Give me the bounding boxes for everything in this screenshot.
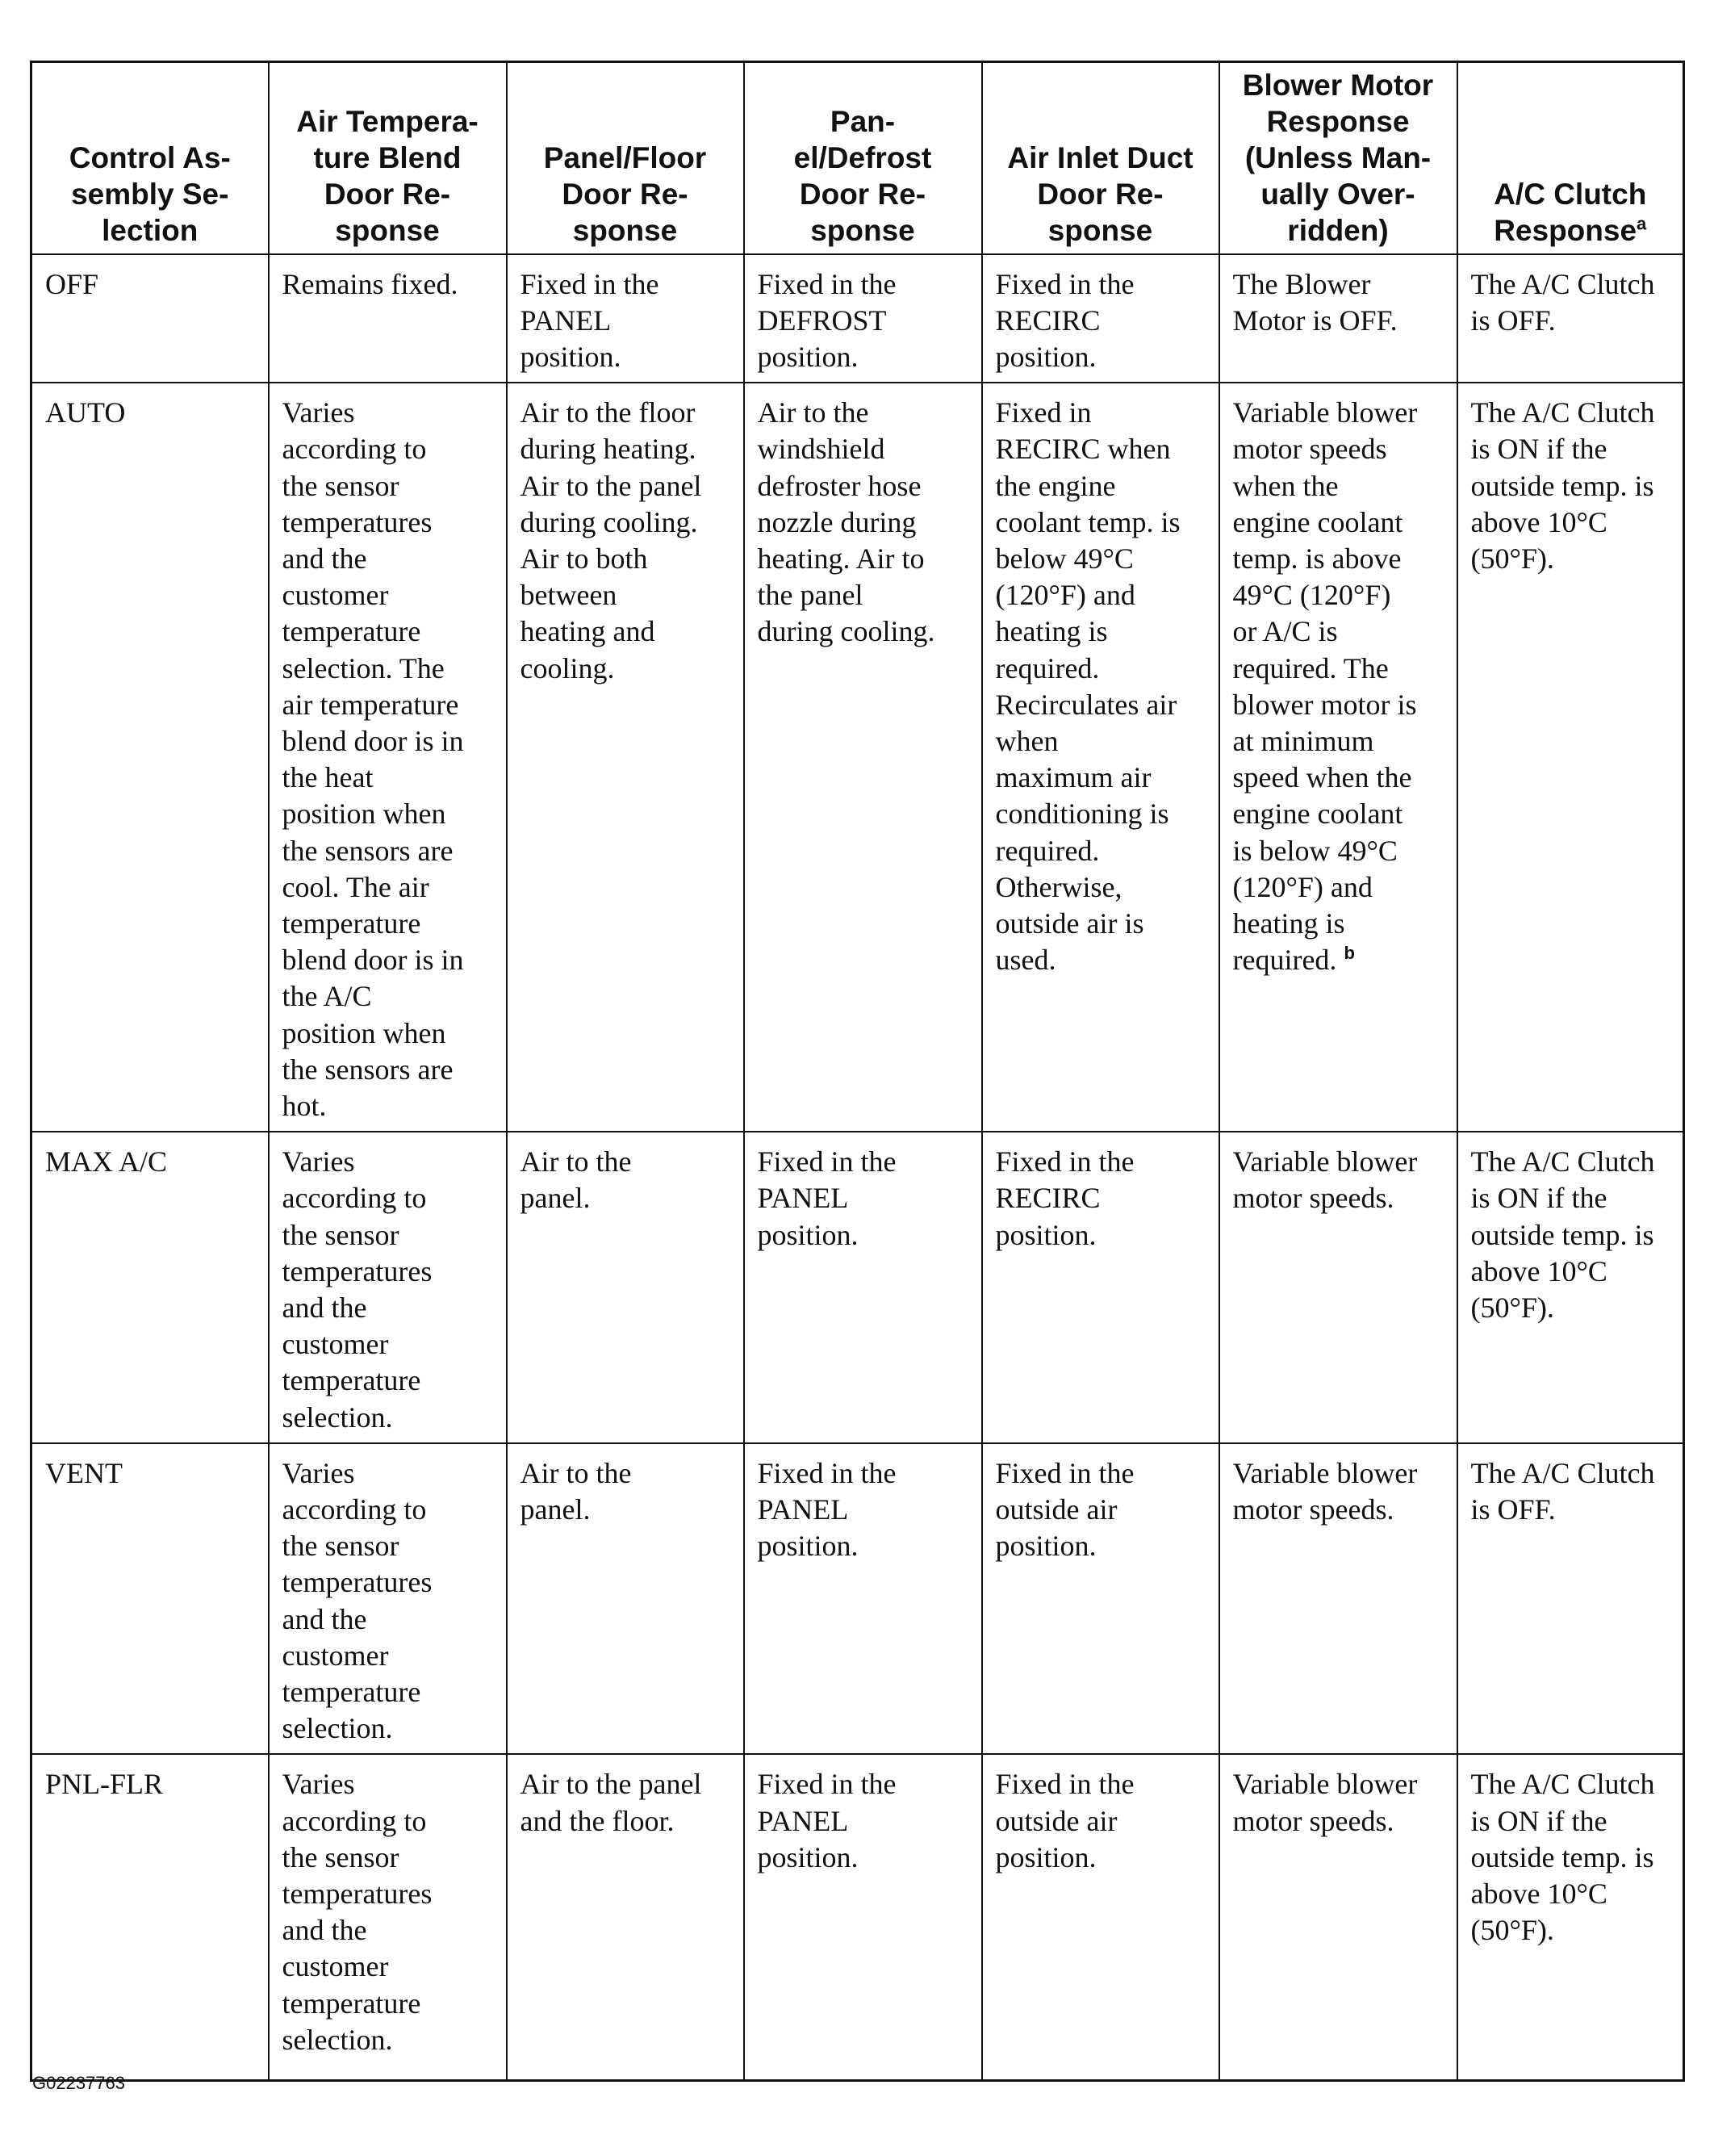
header-air-inlet-duct-door-response: Air Inlet Duct Door Re- sponse bbox=[982, 62, 1219, 254]
table-cell: VENT bbox=[31, 1443, 269, 1755]
table-row-auto bbox=[31, 383, 1684, 1132]
table-cell: Varies according to the sensor temperatures and the customer temperature selection. The air temperature blend door is in the heat position when the sensors are cool. The air temperature blend door is in the A/C position when the sensors are hot. bbox=[269, 383, 507, 1132]
table-cell: Variable blower motor speeds. bbox=[1219, 1443, 1457, 1755]
table-cell: Air to the panel. bbox=[507, 1443, 744, 1755]
table-row-off bbox=[31, 254, 1684, 383]
table-cell: Varies according to the sensor temperatures and the customer temperature selection. bbox=[269, 1754, 507, 2080]
table-cell: Air to the floor during heating. Air to the panel during cooling. Air to both between heating and cooling. bbox=[507, 383, 744, 1132]
table-cell: Fixed in the RECIRC position. bbox=[982, 1132, 1219, 1443]
table-cell: Fixed in the DEFROST position. bbox=[744, 254, 982, 383]
table-cell: The A/C Clutch is ON if the outside temp. is above 10°C (50°F). bbox=[1457, 1754, 1684, 2080]
table-cell: AUTO bbox=[31, 383, 269, 1132]
table-cell: OFF bbox=[31, 254, 269, 383]
table-header-row bbox=[31, 62, 1684, 254]
table-cell: The A/C Clutch is ON if the outside temp. is above 10°C (50°F). bbox=[1457, 1132, 1684, 1443]
table-cell: Air to the panel. bbox=[507, 1132, 744, 1443]
table-cell: Fixed in the PANEL position. bbox=[744, 1132, 982, 1443]
header-blower-motor-response: Blower Motor Response (Unless Man- ually Over- ridden) bbox=[1219, 62, 1457, 254]
table-cell: Air to the panel and the floor. bbox=[507, 1754, 744, 2080]
table-cell: Air to the windshield defroster hose nozzle during heating. Air to the panel during cooling. bbox=[744, 383, 982, 1132]
table-row-vent bbox=[31, 1443, 1684, 1755]
table-cell: Variable blower motor speeds. bbox=[1219, 1754, 1457, 2080]
climate-control-response-table bbox=[30, 61, 1685, 2082]
table-cell: The A/C Clutch is OFF. bbox=[1457, 254, 1684, 383]
table-cell: Fixed in the outside air position. bbox=[982, 1754, 1219, 2080]
table-cell: Fixed in the outside air position. bbox=[982, 1443, 1219, 1755]
table-cell: Fixed in the RECIRC position. bbox=[982, 254, 1219, 383]
table-cell: Remains fixed. bbox=[269, 254, 507, 383]
header-panel-floor-door-response: Panel/Floor Door Re- sponse bbox=[507, 62, 744, 254]
table-cell: Varies according to the sensor temperatures and the customer temperature selection. bbox=[269, 1443, 507, 1755]
table-cell: Variable blower motor speeds when the engine coolant temp. is above 49°C (120°F) or A/C is required. The blower motor is at minimum speed when the engine coolant is below 49°C (120°F) and heating is required. $^b$ bbox=[1219, 383, 1457, 1132]
table-cell: Fixed in the PANEL position. bbox=[744, 1443, 982, 1755]
footnote-marker-b: b bbox=[1344, 943, 1355, 964]
table-row-pnl-flr bbox=[31, 1754, 1684, 2080]
table-cell: The Blower Motor is OFF. bbox=[1219, 254, 1457, 383]
table-cell: MAX A/C bbox=[31, 1132, 269, 1443]
table-cell: The A/C Clutch is ON if the outside temp. is above 10°C (50°F). bbox=[1457, 383, 1684, 1132]
table-cell: PNL-FLR bbox=[31, 1754, 269, 2080]
header-air-temperature-blend-door-response: Air Tempera- ture Blend Door Re- sponse bbox=[269, 62, 507, 254]
table-cell: Fixed in the PANEL position. bbox=[744, 1754, 982, 2080]
header-control-assembly-selection: Control As- sembly Se- lection bbox=[31, 62, 269, 254]
table-row-max-ac bbox=[31, 1132, 1684, 1443]
table-cell: Variable blower motor speeds. bbox=[1219, 1132, 1457, 1443]
figure-id-label: G02237763 bbox=[32, 2073, 125, 2093]
table-cell: Fixed in the PANEL position. bbox=[507, 254, 744, 383]
table-cell: Fixed in RECIRC when the engine coolant temp. is below 49°C (120°F) and heating is required. Recirculates air when maximum air conditioning is required. Otherwise, outside air is used. bbox=[982, 383, 1219, 1132]
header-ac-clutch-response: A/C Clutch Response$^a$ bbox=[1457, 62, 1684, 254]
table-cell: Varies according to the sensor temperatures and the customer temperature selection. bbox=[269, 1132, 507, 1443]
table-cell: The A/C Clutch is OFF. bbox=[1457, 1443, 1684, 1755]
header-panel-defrost-door-response: Pan- el/Defrost Door Re- sponse bbox=[744, 62, 982, 254]
footnote-marker-a: a bbox=[1637, 213, 1647, 234]
